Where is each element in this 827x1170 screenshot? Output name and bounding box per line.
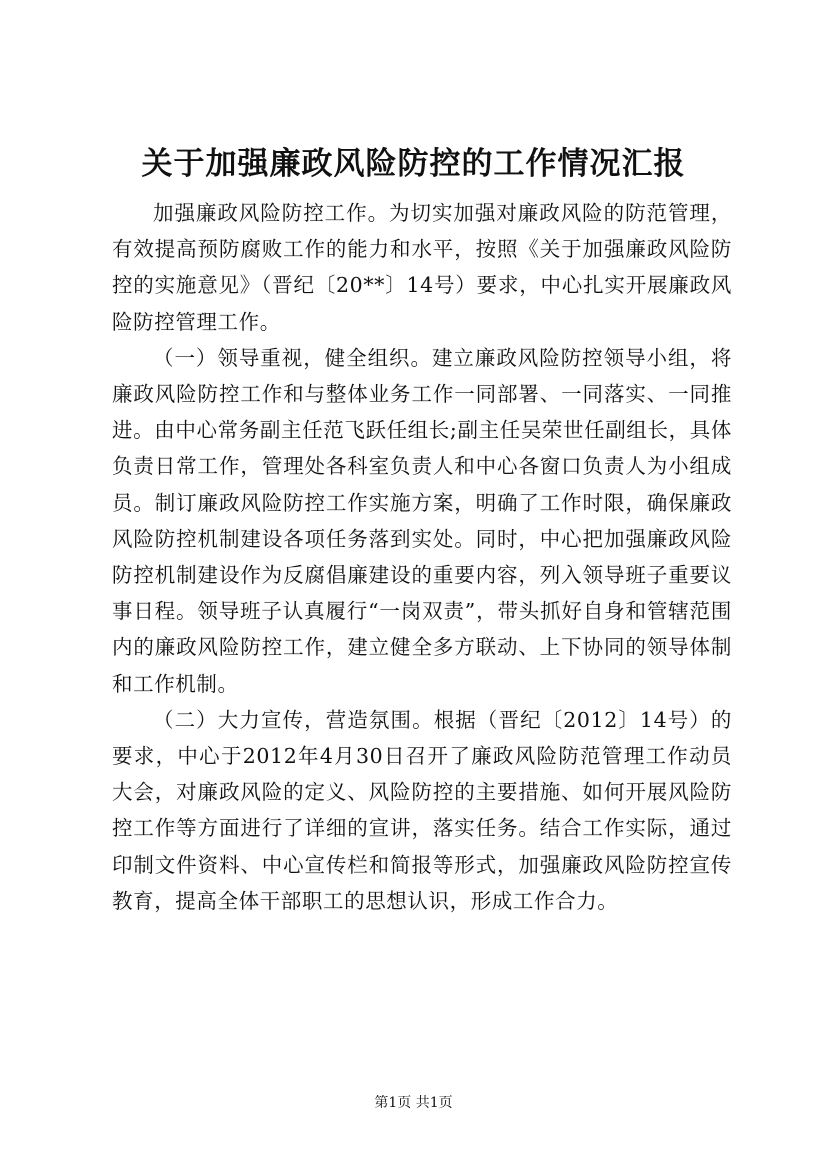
page-footer: 第1页 共1页 (374, 1095, 453, 1111)
paragraph-1: 加强廉政风险防控工作。为切实加强对廉政风险的防范管理，有效提高预防腐败工作的能力和水平，按照《关于加强廉政风险防控的实施意见》（晋纪〔20**〕14号）要求，中心扎实开展廉政风险防控管理工作。 (112, 201, 732, 334)
document-body (112, 195, 732, 919)
paragraph-3: （二）大力宣传，营造氛围。根据（晋纪〔2012〕14号）的要求，中心于2012年4月30日召开了廉政风险防范管理工作动员大会，对廉政风险的定义、风险防控的主要措施、如何开展风险防控工作等方面进行了详细的宣讲，落实任务。结合工作实际，通过印制文件资料、中心宣传栏和简报等形式，加强廉政风险防控宣传教育，提高全体干部职工的思想认识，形成工作合力。 (112, 707, 732, 913)
paragraph-2: （一）领导重视，健全组织。建立廉政风险防控领导小组，将廉政风险防控工作和与整体业务工作一同部署、一同落实、一同推进。由中心常务副主任范飞跃任组长;副主任吴荣世任副组长，具体负责日常工作，管理处各科室负责人和中心各窗口负责人为小组成员。制订廉政风险防控工作实施方案，明确了工作时限，确保廉政风险防控机制建设各项任务落到实处。同时，中心把加强廉政风险防控机制建设作为反腐倡廉建设的重要内容，列入领导班子重要议事日程。领导班子认真履行“一岗双责”，带头抓好自身和管辖范围内的廉政风险防控工作，建立健全多方联动、上下协同的领导体制和工作机制。 (112, 345, 732, 696)
document-title: 关于加强廉政风险防控的工作情况汇报 (141, 146, 686, 182)
